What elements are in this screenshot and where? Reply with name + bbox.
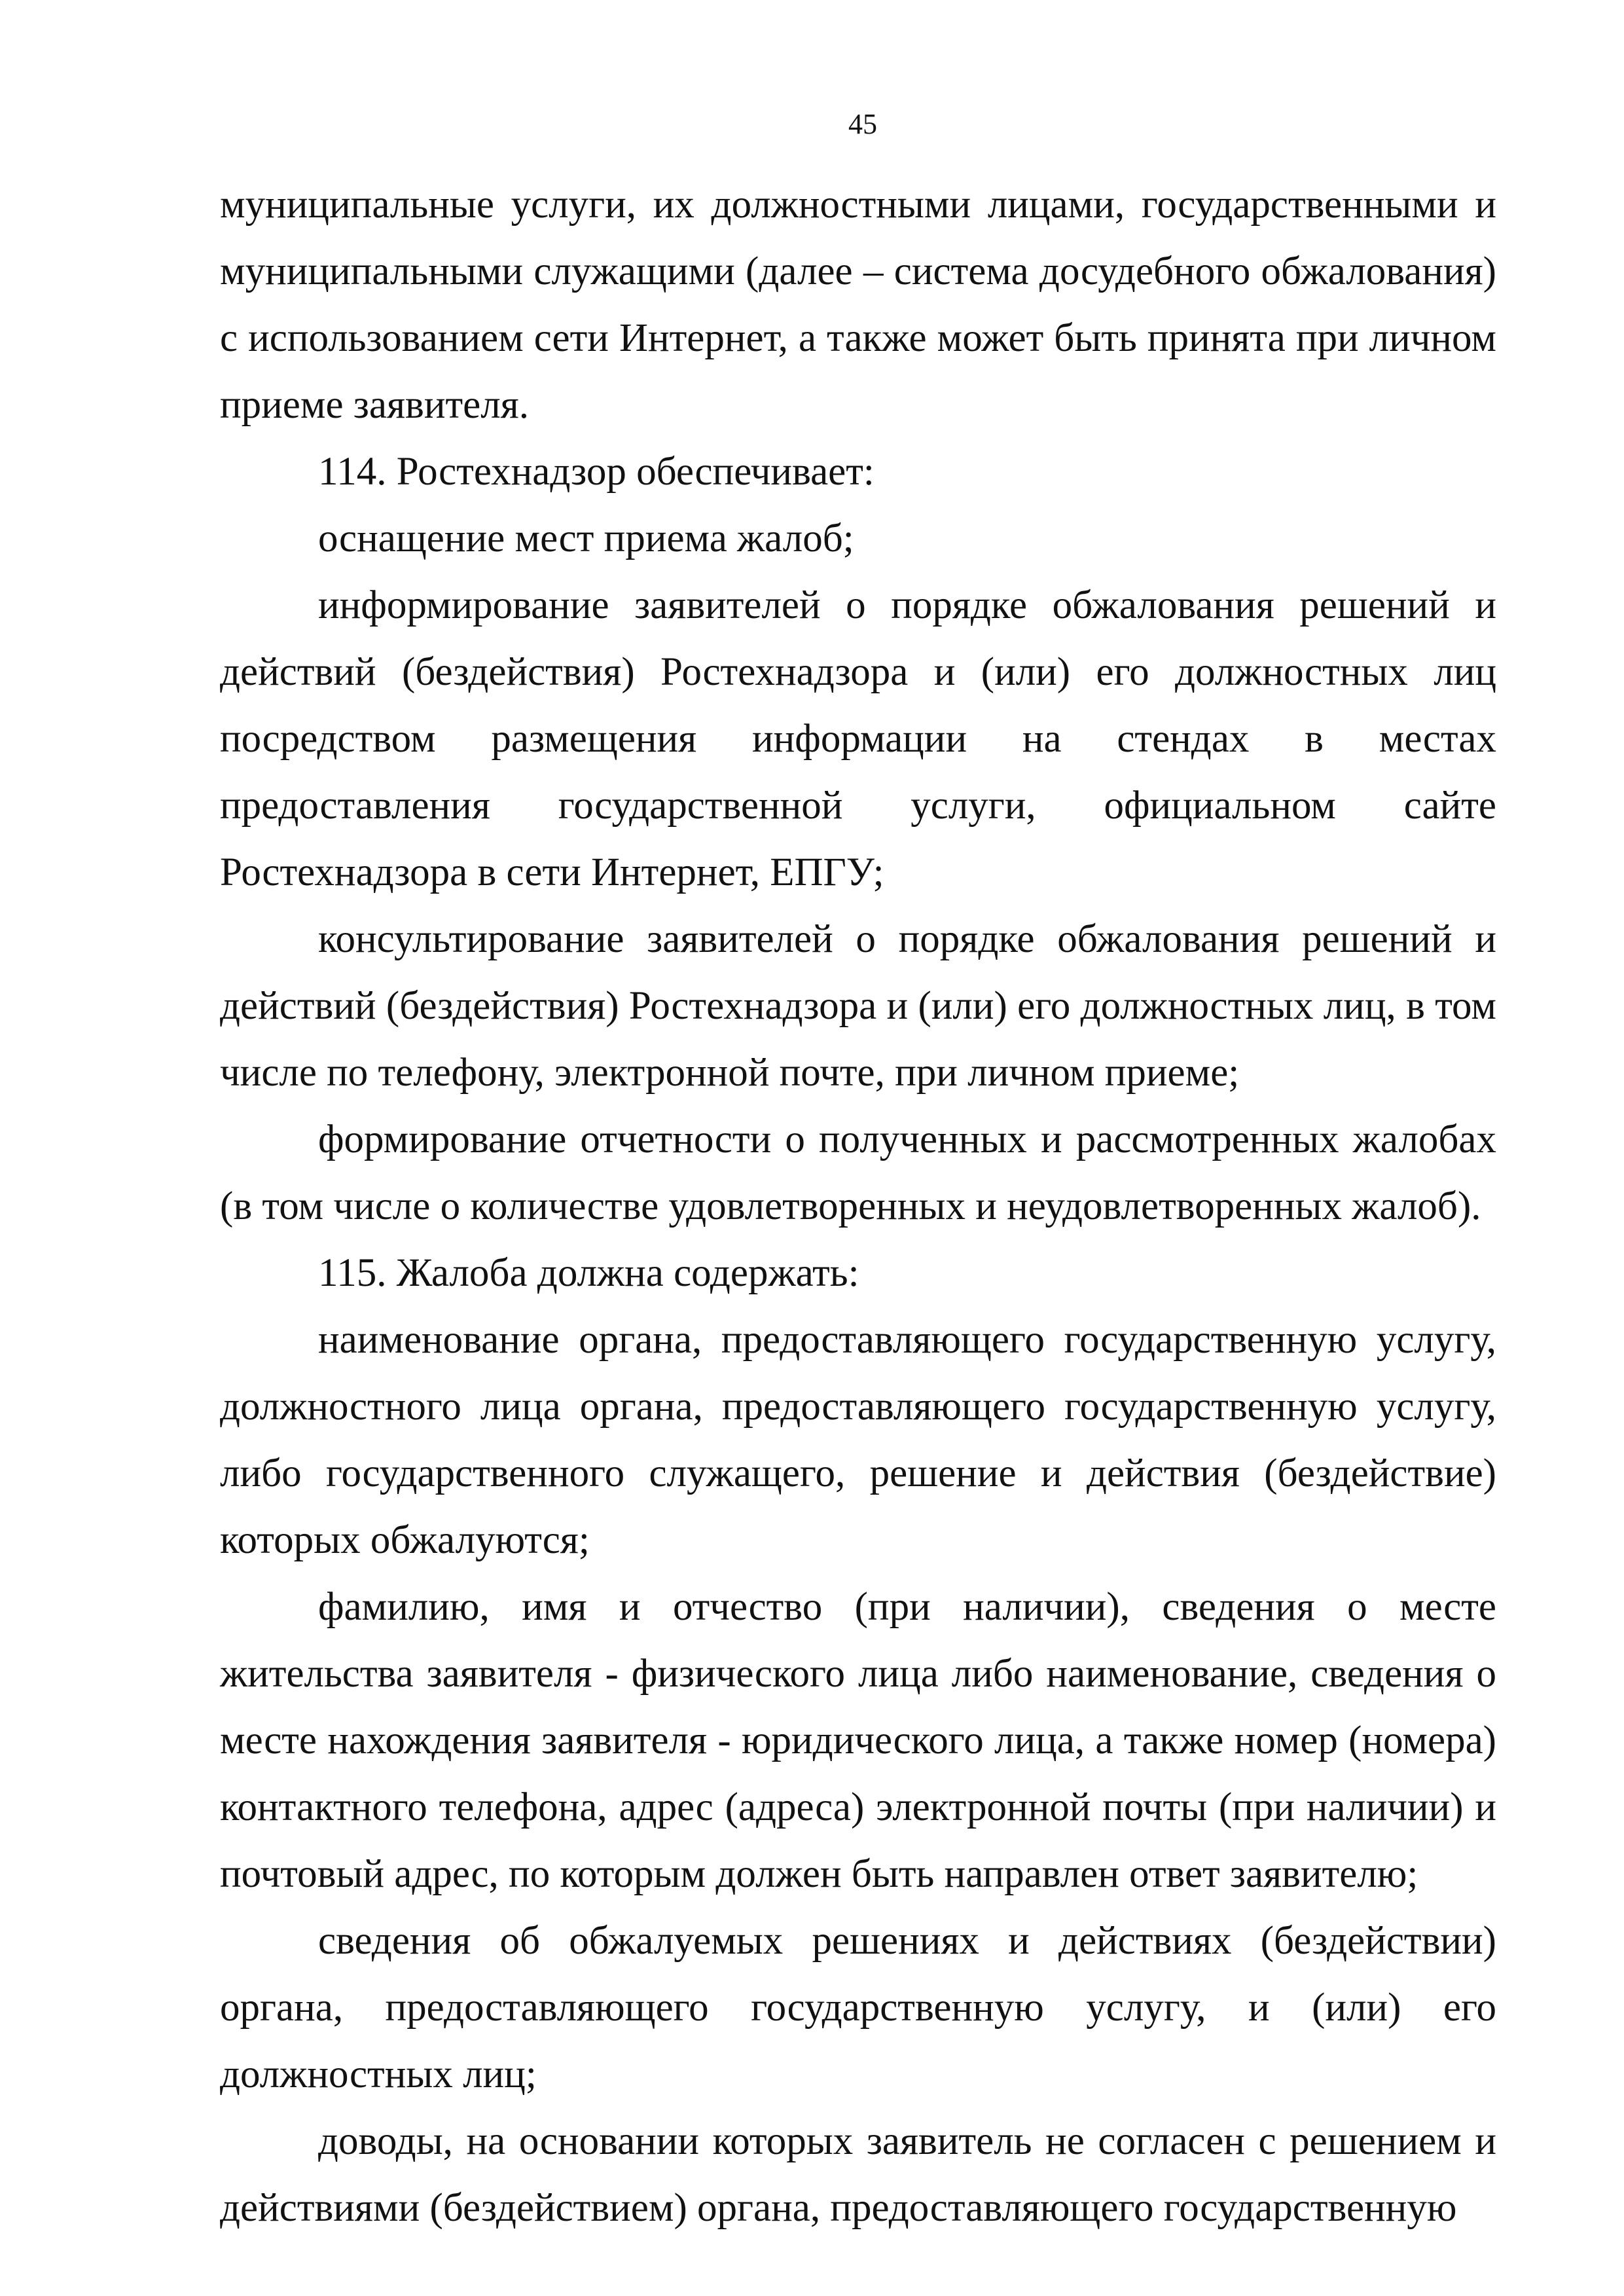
paragraph-item-115: 115. Жалоба должна содержать:	[318, 1251, 859, 1295]
paragraph-consulting-applicants: консультирование заявителей о порядке обжалования решений и действий (бездействия) Ростехнадзора и (или) его должностных лиц, в том числе по телефону, электронной почте, при личном приеме;	[220, 917, 1496, 1095]
page-number: 45	[848, 108, 877, 140]
paragraph-applicant-details: фамилию, имя и отчество (при наличии), сведения о месте жительства заявителя - физического лица либо наименование, сведения о месте нахождения заявителя - юридического лица, а также номер (номера) контактного телефона, адрес (адреса) электронной почты (при наличии) и почтовый адрес, по которым должен быть направлен ответ заявителю;	[220, 1585, 1496, 1896]
paragraph-continuation: муниципальные услуги, их должностными лицами, государственными и муниципальными служащими (далее – система досудебного обжалования) с использованием сети Интернет, а также может быть принята при личном приеме заявителя.	[220, 183, 1496, 427]
document-body	[220, 172, 1496, 2242]
paragraph-reporting: формирование отчетности о полученных и рассмотренных жалобах (в том числе о количестве удовлетворенных и неудовлетворенных жалоб).	[220, 1118, 1496, 1228]
paragraph-appealed-decisions: сведения об обжалуемых решениях и действиях (бездействии) органа, предоставляющего государственную услугу, и (или) его должностных лиц;	[220, 1919, 1496, 2096]
paragraph-arguments: доводы, на основании которых заявитель не согласен с решением и действиями (бездействием) органа, предоставляющего государственную	[220, 2119, 1496, 2230]
paragraph-authority-name: наименование органа, предоставляющего государственную услугу, должностного лица органа, предоставляющего государственную услугу, либо государственного служащего, решение и действия (бездействие) которых обжалуются;	[220, 1318, 1496, 1562]
paragraph-equipping-places: оснащение мест приема жалоб;	[318, 517, 854, 560]
paragraph-item-114: 114. Ростехнадзор обеспечивает:	[318, 450, 875, 494]
paragraph-informing-applicants: информирование заявителей о порядке обжалования решений и действий (бездействия) Ростехнадзора и (или) его должностных лиц посредством размещения информации на стендах в местах предоставления государственной услуги, официальном сайте Ростехнадзора в сети Интернет, ЕПГУ;	[220, 583, 1496, 894]
